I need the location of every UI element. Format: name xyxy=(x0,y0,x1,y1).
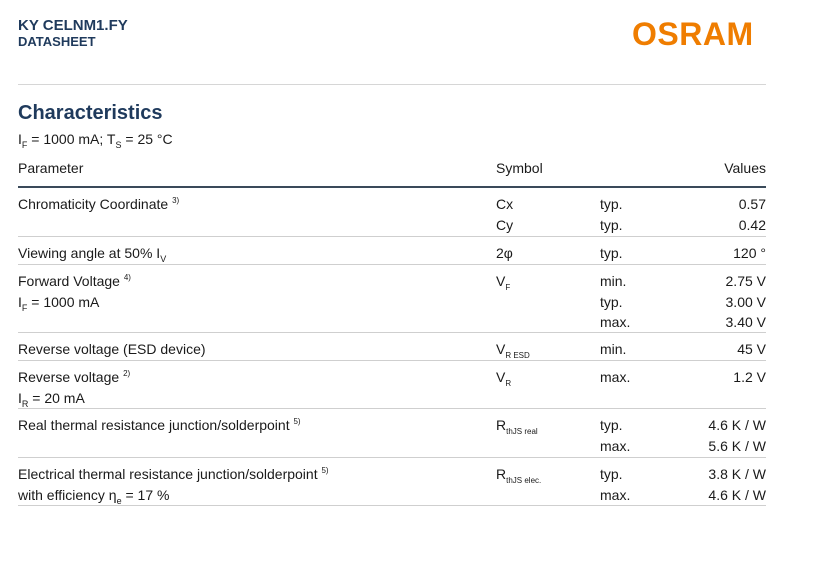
table-row xyxy=(18,333,766,361)
table-row xyxy=(18,265,766,333)
table-row xyxy=(18,409,766,458)
symbol-cell: 2φ xyxy=(496,245,513,261)
qualifier-cell: typ. typ. xyxy=(600,196,623,233)
parameter-cell: Chromaticity Coordinate $^{3)}$ xyxy=(18,196,180,212)
table-row xyxy=(18,458,766,506)
test-condition: $I_F = 1000$ mA; $T_S = 25$ °C xyxy=(18,131,173,150)
symbol-cell: $V_F$ xyxy=(496,273,511,292)
parameter-cell: Forward Voltage $^{4)}$ $I_F = 1000$ mA xyxy=(18,273,131,313)
value-cell: 4.6 K / W 5.6 K / W xyxy=(708,417,766,454)
qualifier-cell: typ. max. xyxy=(600,417,631,454)
header-divider xyxy=(18,84,766,85)
qualifier-cell: typ. max. xyxy=(600,466,631,503)
parameter-cell: Electrical thermal resistance junction/solderpoint $^{5)}$ with efficiency $\eta_e = 17$ % xyxy=(18,466,329,506)
parameter-cell: Real thermal resistance junction/solderpoint $^{5)}$ xyxy=(18,417,301,433)
value-cell: 45 V xyxy=(737,341,766,357)
table-row xyxy=(18,361,766,409)
parameter-cell: Reverse voltage (ESD device) xyxy=(18,341,206,357)
value-cell: 0.57 0.42 xyxy=(738,196,766,233)
qualifier-cell: min. typ. max. xyxy=(600,273,631,330)
value-cell: 3.8 K / W 4.6 K / W xyxy=(708,466,766,503)
table-row xyxy=(18,188,766,237)
product-title: KY CELNM1.FY xyxy=(18,17,128,34)
qualifier-cell: typ. xyxy=(600,245,623,261)
section-title: Characteristics xyxy=(18,102,163,124)
header-values: Values xyxy=(724,160,766,176)
value-cell: 120 ° xyxy=(733,245,766,261)
parameter-cell: Reverse voltage $^{2)}$ $I_R = 20$ mA xyxy=(18,369,131,409)
value-cell: 1.2 V xyxy=(733,369,766,385)
header-parameter: Parameter xyxy=(18,160,84,176)
qualifier-cell: max. xyxy=(600,369,631,385)
symbol-cell: Cx Cy xyxy=(496,196,514,233)
symbol-cell: $V_{R ESD}$ xyxy=(496,341,530,360)
table-header xyxy=(18,150,766,186)
symbol-cell: $V_R$ xyxy=(496,369,512,388)
osram-logo: OSRAM xyxy=(632,16,754,52)
symbol-cell: $R_{thJS elec.}$ xyxy=(496,466,542,485)
value-cell: 2.75 V 3.00 V 3.40 V xyxy=(725,273,766,330)
symbol-cell: $R_{thJS real}$ xyxy=(496,417,538,436)
qualifier-cell: min. xyxy=(600,341,627,357)
doc-type: DATASHEET xyxy=(18,34,96,49)
header-symbol: Symbol xyxy=(496,160,543,176)
parameter-cell: Viewing angle at 50% $I_V$ xyxy=(18,245,167,264)
table-row xyxy=(18,237,766,265)
